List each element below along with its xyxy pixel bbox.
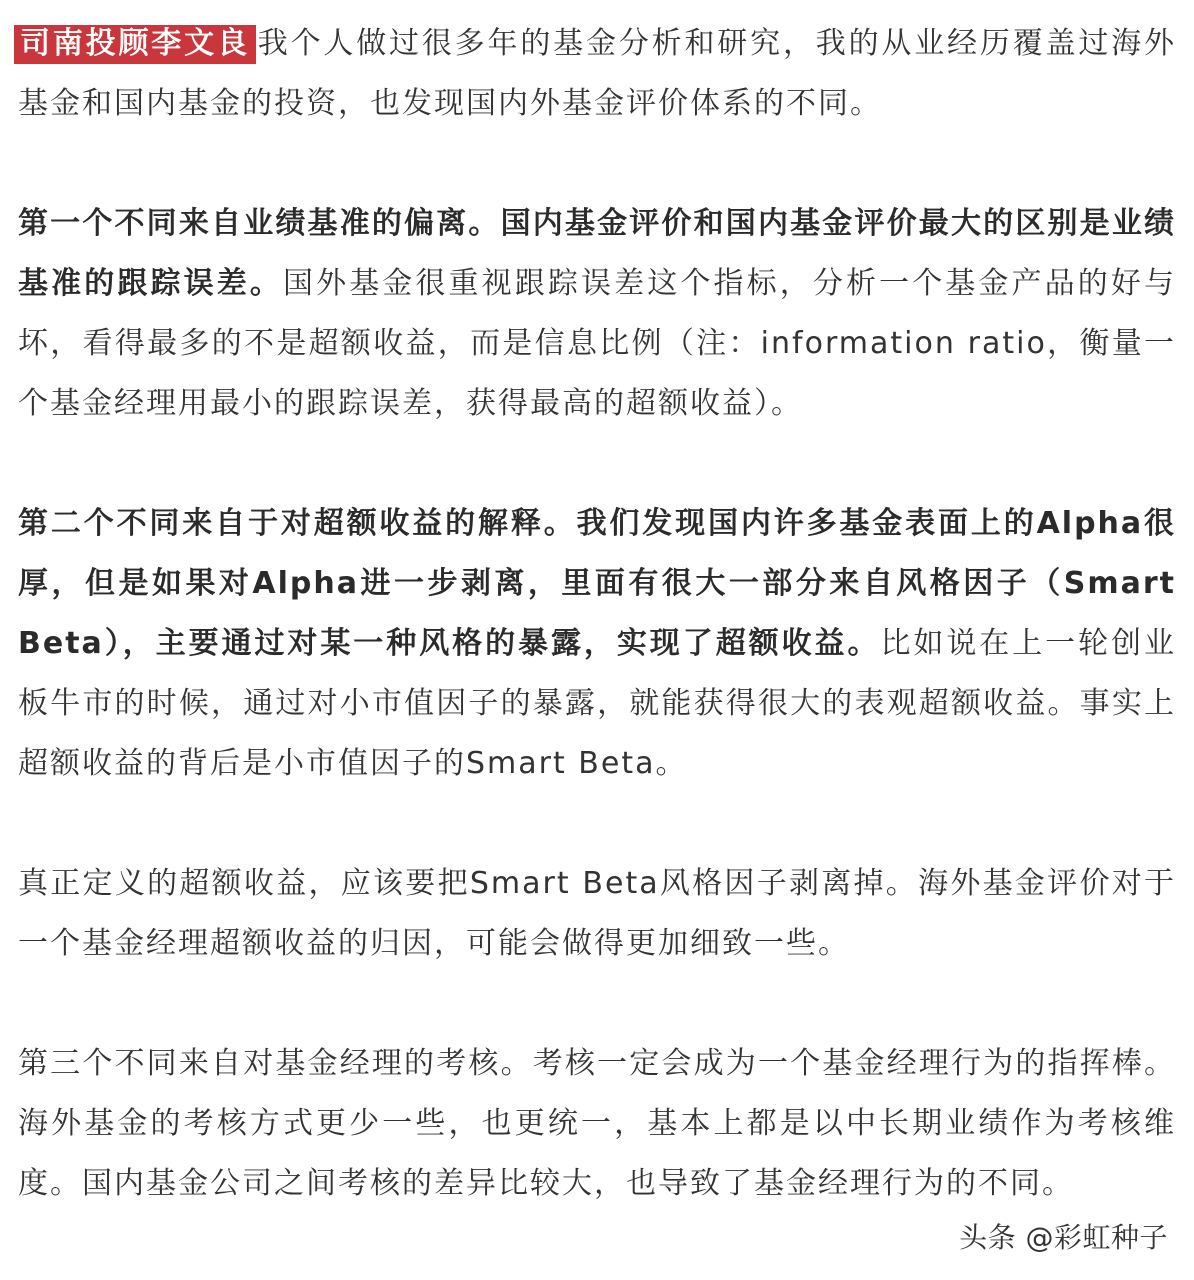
paragraph-third-difference <box>18 1034 1176 1214</box>
paragraph-intro-text: 我个人做过很多年的基金分析和研究，我的从业经历覆盖过海外基金和国内基金的投资，也发现国内外基金评价体系的不同。 <box>18 26 1177 121</box>
paragraph-second-difference-text: 比如说在上一轮创业板牛市的时候，通过对小市值因子的暴露，就能获得很大的表观超额收益。事实上超额收益的背后是小市值因子的Smart Beta。 <box>18 626 1176 781</box>
paragraph-second-difference-bold: 第二个不同来自于对超额收益的解释。我们发现国内许多基金表面上的Alpha很厚，但是如果对Alpha进一步剥离，里面有很大一部分来自风格因子（Smart Beta），主要通过对某一种风格的暴露，实现了超额收益。 <box>18 506 1176 661</box>
article-body <box>18 14 1176 1214</box>
paragraph-second-difference <box>18 494 1176 794</box>
watermark: 头条 @彩虹种子 <box>959 1221 1168 1254</box>
paragraph-third-difference-text: 第三个不同来自对基金经理的考核。考核一定会成为一个基金经理行为的指挥棒。海外基金的考核方式更少一些，也更统一，基本上都是以中长期业绩作为考核维度。国内基金公司之间考核的差异比较大，也导致了基金经理行为的不同。 <box>18 1046 1176 1201</box>
paragraph-first-difference-bold: 第一个不同来自业绩基准的偏离。国内基金评价和国内基金评价最大的区别是业绩基准的跟踪误差。 <box>18 206 1176 301</box>
paragraph-smart-beta <box>18 854 1176 974</box>
paragraph-first-difference-text: 国外基金很重视跟踪误差这个指标，分析一个基金产品的好与坏，看得最多的不是超额收益，而是信息比例（注：information ratio，衡量一个基金经理用最小的跟踪误差，获得最高的超额收益）。 <box>18 266 1177 421</box>
paragraph-first-difference <box>18 194 1176 434</box>
author-tag: 司南投顾李文良 <box>14 25 256 64</box>
paragraph-smart-beta-text: 真正定义的超额收益，应该要把Smart Beta风格因子剥离掉。海外基金评价对于一个基金经理超额收益的归因，可能会做得更加细致一些。 <box>18 866 1176 961</box>
paragraph-intro <box>18 14 1176 134</box>
